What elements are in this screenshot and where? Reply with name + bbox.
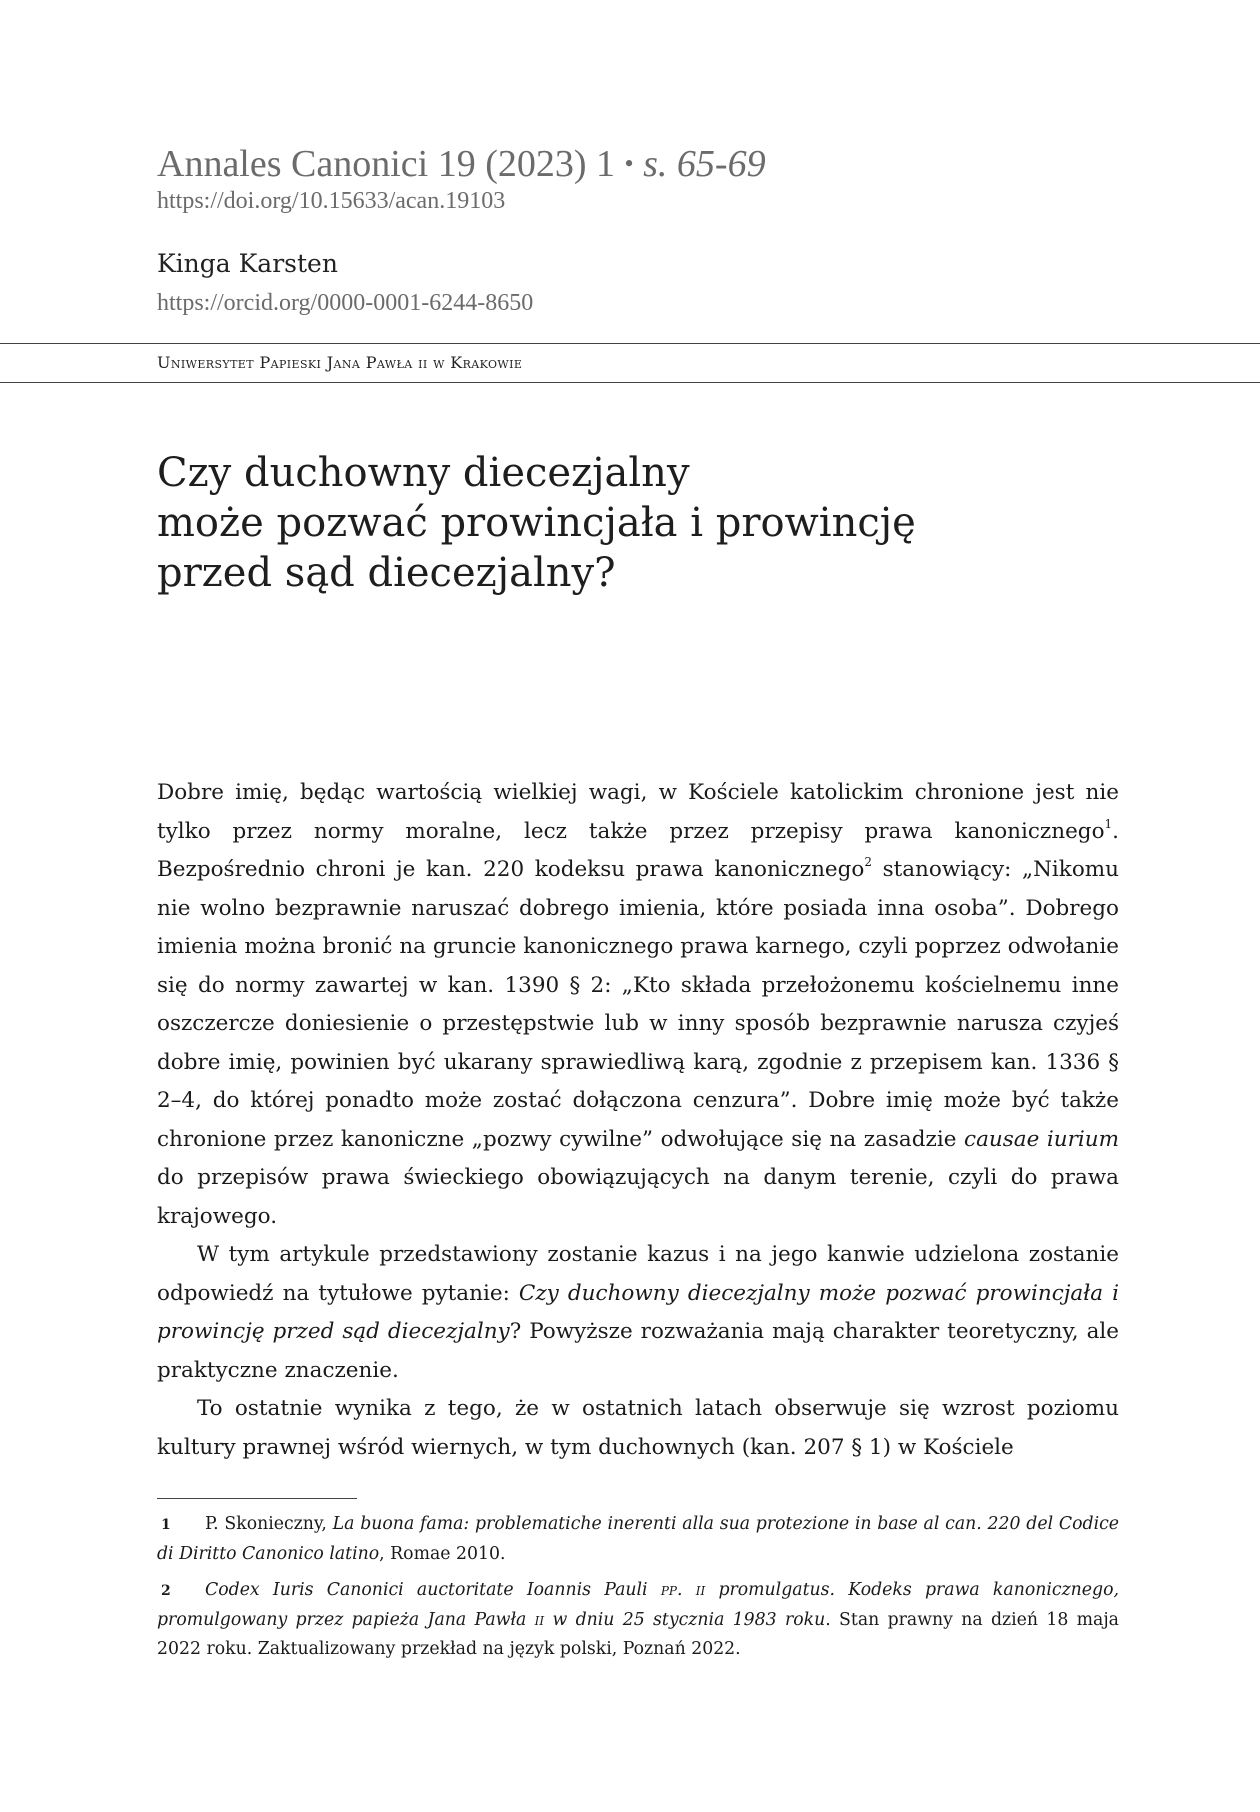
footnote-ref[interactable]: 2: [864, 855, 872, 869]
title-line: może pozwać prowincjała i prowincję: [157, 500, 916, 546]
journal-citation: [157, 142, 1117, 186]
title-line: Czy duchowny diecezjalny: [157, 450, 690, 496]
doi-link[interactable]: https://doi.org/10.15633/acan.19103: [157, 188, 506, 214]
italic-run: causae iurium: [964, 1126, 1120, 1152]
text-run: , Romae 2010.: [379, 1544, 506, 1564]
article-title: [157, 448, 1117, 598]
journal-pages: s. 65-69: [643, 143, 766, 185]
text-run: . Bezpośrednio chroni je kan. 220 kodeksu prawa kanonicznego: [157, 818, 1119, 882]
text-run: ? Powyższe rozważania mają charakter teoretyczny, ale praktyczne znaczenie.: [157, 1319, 1119, 1383]
footnote-number: 2: [161, 1583, 171, 1599]
footnote-divider: [157, 1498, 357, 1499]
footnotes: [157, 1510, 1119, 1671]
paragraph: [157, 1236, 1119, 1390]
footnote-ref[interactable]: 1: [1104, 816, 1113, 831]
italic-run: Codex Iuris Canonici auctoritate Ioannis Pauli: [205, 1580, 661, 1600]
footnote: [157, 1576, 1119, 1664]
footnote-number: 1: [161, 1517, 171, 1533]
journal-name: Annales Canonici 19 (2023) 1: [157, 143, 616, 185]
italic-run: w dniu 25 stycznia 1983 roku: [544, 1610, 826, 1630]
text-run: Dobre imię, będąc wartością wielkiej wagi, w Kościele katolickim chronione jest nie tylko przez normy moralne, lecz także przez przepisy prawa kanonicznego: [157, 780, 1119, 844]
title-line: przed sąd diecezjalny?: [157, 550, 616, 596]
paragraph: [157, 1390, 1119, 1467]
italic-run: Czy duchowny diecezjalny może pozwać prowincjała i prowincję przed sąd diecezjalny: [157, 1280, 1119, 1344]
orcid-link[interactable]: https://orcid.org/0000-0001-6244-8650: [157, 290, 534, 316]
text-run: To ostatnie wynika z tego, że w ostatnich latach obserwuje się wzrost poziomu kultury prawnej wśród wiernych, w tym duchownych (kan. 207 § 1) w Kościele: [157, 1396, 1119, 1460]
italic-run: promulgatus. Kodeks prawa kanonicznego, promulgowany przez papieża Jana Pawła: [157, 1580, 1119, 1630]
journal-bullet: •: [624, 149, 634, 178]
text-run: do przepisów prawa świeckiego obowiązujących na danym terenie, czyli do prawa krajowego.: [157, 1165, 1119, 1229]
affiliation-band: [0, 343, 1260, 383]
text-run: P. Skonieczny,: [205, 1514, 333, 1534]
text-run: W tym artykule przedstawiony zostanie kazus i na jego kanwie udzielona zostanie odpowiedź na tytułowe pytanie:: [157, 1242, 1119, 1306]
paragraph: [157, 774, 1119, 1236]
small-caps-run: ii: [534, 1610, 545, 1630]
italic-run: La buona fama: problematiche inerenti alla sua protezione in base al can. 220 del Codice di Diritto Canonico latino: [157, 1514, 1119, 1564]
text-run: stanowiący: „Nikomu nie wolno bezprawnie naruszać dobrego imienia, które posiada inna osoba”. Dobrego imienia można bronić na gruncie kanonicznego prawa karnego, czyli poprzez odwołanie się do normy zawartej w kan. 1390 § 2: „Kto składa przełożonemu kościelnemu inne oszczercze doniesienie o przestępstwie lub w inny sposób bezprawnie narusza czyjeś dobre imię, powinien być ukarany sprawiedliwą karą, zgodnie z przepisem kan. 1336 § 2–4, do której ponadto może zostać dołączona cenzura”. Dobre imię może być także chronione przez kanoniczne „pozwy cywilne” odwołujące się na zasadzie: [157, 857, 1119, 1152]
footnote: [157, 1510, 1119, 1569]
article-header: [157, 142, 1117, 318]
author-name: Kinga Karsten: [157, 249, 338, 278]
article-body: [157, 774, 1119, 1467]
affiliation: Uniwersytet Papieski Jana Pawła ii w Krakowie: [157, 353, 523, 372]
small-caps-run: pp. ii: [660, 1580, 706, 1600]
text-run: . Stan prawny na dzień 18 maja 2022 roku. Zaktualizowany przekład na język polski, Poznań 2022.: [157, 1610, 1119, 1659]
